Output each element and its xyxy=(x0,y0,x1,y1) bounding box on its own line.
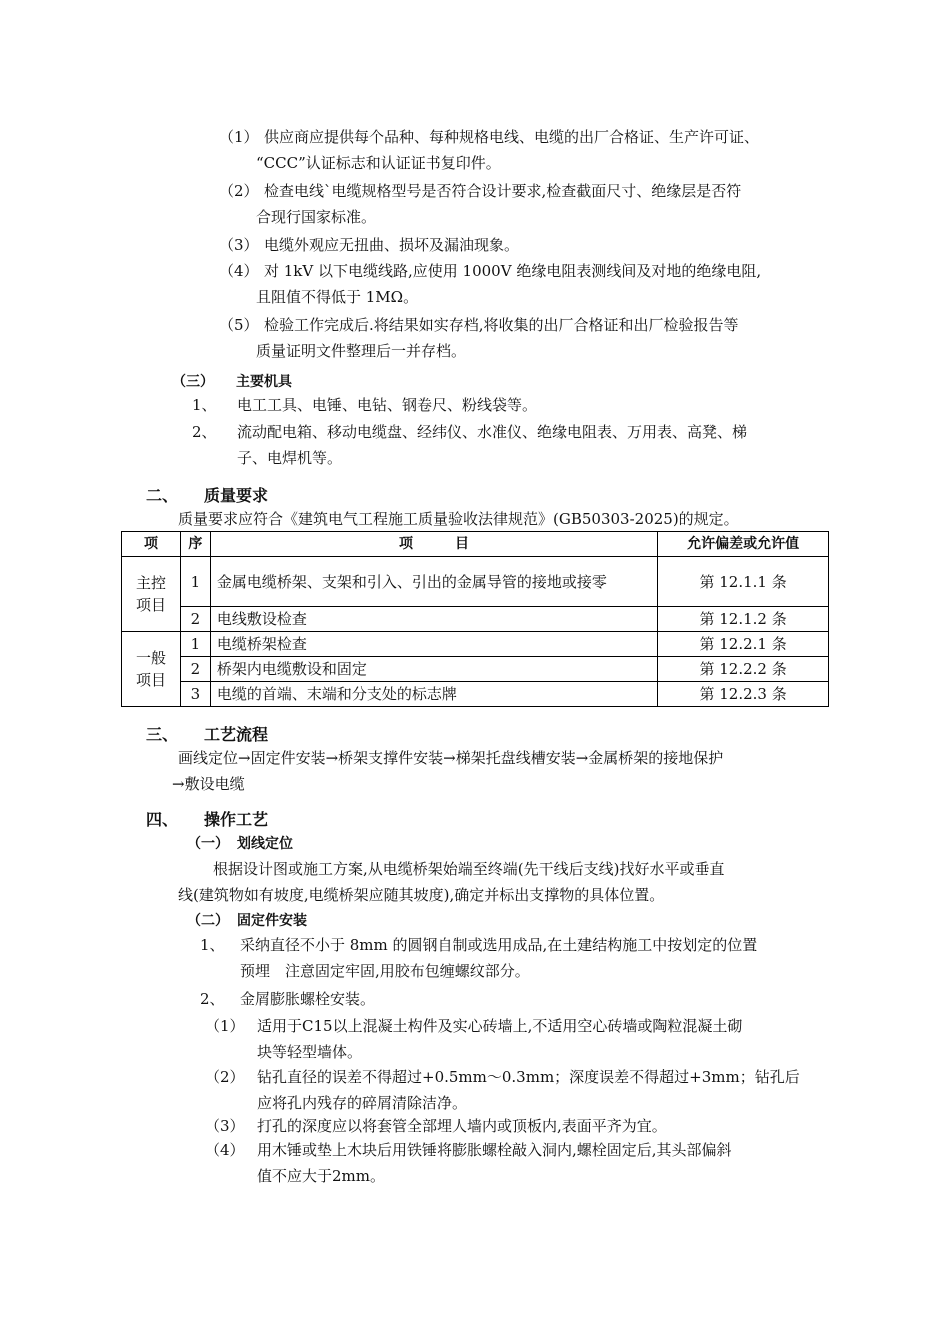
item-line: 值不应大于2mm。 xyxy=(257,1167,385,1185)
quality-table xyxy=(121,531,829,707)
group-label-line: 项目 xyxy=(135,671,166,689)
item-line: 对 1kV 以下电缆线路,应使用 1000V 绝缘电阻表测线间及对地的绝缘电阻, xyxy=(264,262,762,280)
item-line: 合现行国家标准。 xyxy=(256,208,377,226)
section-heading xyxy=(146,483,268,506)
value-cell: 第 12.2.3 条 xyxy=(658,682,829,707)
item-line: 供应商应提供每个品种、每种规格电线、电缆的出厂合格证、生产许可证、 xyxy=(264,128,760,146)
item-number: （5） xyxy=(219,316,259,334)
item-number: （2） xyxy=(219,182,259,200)
subsection-number: （三） xyxy=(172,374,214,390)
inspection-item xyxy=(219,124,819,176)
process-line: 画线定位→固定件安装→桥架支撑件安装→梯架托盘线槽安装→金属桥架的接地保护 xyxy=(178,749,724,767)
seq-cell: 1 xyxy=(180,632,210,657)
item-number: （4） xyxy=(219,262,259,280)
item-line: 预埋 注意固定牢固,用胶布包缠螺纹部分。 xyxy=(240,962,530,980)
subsection-heading xyxy=(187,910,307,930)
item-cell: 电缆的首端、末端和分支处的标志牌 xyxy=(210,682,657,707)
item-cell: 金属电缆桥架、支架和引入、引出的金属导管的接地或接零 xyxy=(210,557,657,607)
tool-item xyxy=(192,419,832,471)
item-number: 2、 xyxy=(192,423,217,441)
step-item xyxy=(200,986,820,1012)
value-cell: 第 12.1.1 条 xyxy=(658,557,829,607)
table-row xyxy=(122,682,829,707)
seq-cell: 2 xyxy=(180,607,210,632)
item-number: （3） xyxy=(219,236,259,254)
paragraph-line: 线(建筑物如有坡度,电缆桥架应随其坡度),确定并标出支撑物的具体位置。 xyxy=(178,886,665,904)
item-number: 1、 xyxy=(200,936,225,954)
bolt-item xyxy=(205,1013,825,1065)
item-cell: 电线敷设检查 xyxy=(210,607,657,632)
process-line: →敷设电缆 xyxy=(172,775,245,793)
item-line: 电工工具、电锤、电钻、钢卷尺、粉线袋等。 xyxy=(237,396,538,414)
item-number: 1、 xyxy=(192,396,217,414)
subsection-heading xyxy=(172,371,292,391)
item-cell: 桥架内电缆敷设和固定 xyxy=(210,657,657,682)
item-number: （1） xyxy=(219,128,259,146)
header-cell: 项 xyxy=(122,532,181,557)
item-cell: 电缆桥架检查 xyxy=(210,632,657,657)
item-number: （1） xyxy=(205,1017,245,1035)
inspection-item xyxy=(219,232,819,258)
group-label-cell xyxy=(122,557,181,632)
table-row xyxy=(122,632,829,657)
value-cell: 第 12.2.2 条 xyxy=(658,657,829,682)
table-row xyxy=(122,557,829,607)
tool-item xyxy=(192,392,832,418)
header-cell: 项 目 xyxy=(210,532,657,557)
bolt-item xyxy=(205,1064,825,1116)
header-cell: 序 xyxy=(180,532,210,557)
value-cell: 第 12.1.2 条 xyxy=(658,607,829,632)
bolt-item xyxy=(205,1113,825,1139)
group-label-line: 一般 xyxy=(135,649,166,667)
group-label-line: 项目 xyxy=(135,596,166,614)
item-line: 金屑膨胀螺栓安装。 xyxy=(240,990,376,1008)
subsection-number: （二） xyxy=(187,913,229,929)
item-line: “CCC”认证标志和认证证书复印件。 xyxy=(256,154,501,172)
item-line: 质量证明文件整理后一并存档。 xyxy=(256,342,467,360)
section-title: 质量要求 xyxy=(204,486,269,505)
section-number: 四、 xyxy=(146,810,179,829)
item-number: （2） xyxy=(205,1068,245,1086)
subsection-heading xyxy=(187,833,293,853)
item-line: 子、电焊机等。 xyxy=(237,449,343,467)
seq-cell: 1 xyxy=(180,557,210,607)
group-label-line: 主控 xyxy=(135,574,166,592)
step-item xyxy=(200,932,820,984)
bolt-item xyxy=(205,1137,825,1189)
item-line: 且阻值不得低于 1MΩ。 xyxy=(256,288,419,306)
table-row xyxy=(122,657,829,682)
item-line: 块等轻型墙体。 xyxy=(257,1043,363,1061)
item-number: （3） xyxy=(205,1117,245,1135)
inspection-item xyxy=(219,258,819,310)
subsection-title: 主要机具 xyxy=(236,374,292,390)
subsection-number: （一） xyxy=(187,836,229,852)
inspection-item xyxy=(219,178,819,230)
item-line: 流动配电箱、移动电缆盘、经纬仪、水准仪、绝缘电阻表、万用表、高凳、梯 xyxy=(237,423,748,441)
seq-cell: 2 xyxy=(180,657,210,682)
inspection-item xyxy=(219,312,819,364)
subsection-title: 固定件安装 xyxy=(237,913,307,929)
quality-intro: 质量要求应符合《建筑电气工程施工质量验收法律规范》(GB50303-2025)的规定。 xyxy=(178,510,739,528)
seq-cell: 3 xyxy=(180,682,210,707)
paragraph-line: 根据设计图或施工方案,从电缆桥架始端至终端(先干线后支线)找好水平或垂直 xyxy=(213,860,725,878)
section-number: 三、 xyxy=(146,725,179,744)
group-label-cell xyxy=(122,632,181,707)
section-title: 操作工艺 xyxy=(204,810,269,829)
item-line: 采纳直径不小于 8mm 的圆钢自制或选用成品,在土建结构施工中按划定的位置 xyxy=(240,936,758,954)
value-cell: 第 12.2.1 条 xyxy=(658,632,829,657)
item-number: 2、 xyxy=(200,990,225,1008)
section-number: 二、 xyxy=(146,486,179,505)
item-line: 电缆外观应无扭曲、损坏及漏油现象。 xyxy=(264,236,520,254)
item-line: 打孔的深度应以将套管全部埋人墙内或顶板内,表面平齐为宜。 xyxy=(257,1117,667,1135)
item-line: 用木锤或垫上木块后用铁锤将膨胀螺栓敲入洞内,螺栓固定后,其头部偏斜 xyxy=(257,1141,732,1159)
table-row xyxy=(122,607,829,632)
item-number: （4） xyxy=(205,1141,245,1159)
item-line: 适用于C15以上混凝土构件及实心砖墙上,不适用空心砖墙或陶粒混凝土砌 xyxy=(257,1017,743,1035)
item-line: 检验工作完成后.将结果如实存档,将收集的出厂合格证和出厂检验报告等 xyxy=(264,316,739,334)
subsection-title: 划线定位 xyxy=(237,836,293,852)
item-line: 检查电线`电缆规格型号是否符合设计要求,检查截面尺寸、绝缘层是否符 xyxy=(264,182,742,200)
section-heading xyxy=(146,722,268,745)
item-line: 钻孔直径的误差不得超过+0.5mm～0.3mm；深度误差不得超过+3mm；钻孔后 xyxy=(257,1068,800,1086)
section-heading xyxy=(146,807,268,830)
section-title: 工艺流程 xyxy=(204,725,269,744)
table-header-row xyxy=(122,532,829,557)
header-cell: 允许偏差或允许值 xyxy=(658,532,829,557)
item-line: 应将孔内残存的碎屑清除洁净。 xyxy=(257,1094,468,1112)
